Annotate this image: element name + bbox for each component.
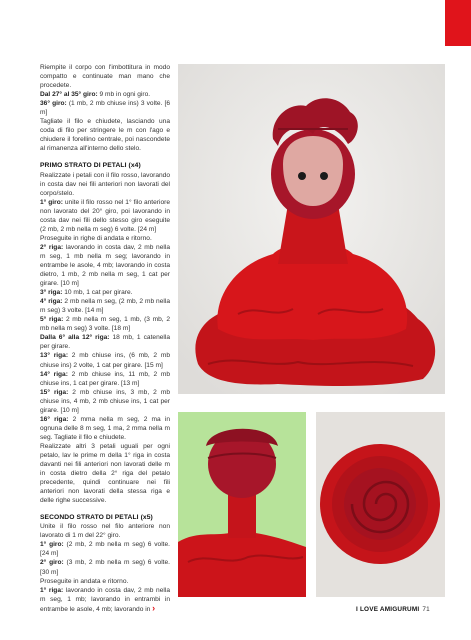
petals-1-rows-note: Proseguite in righe di andata e ritorno. xyxy=(40,234,152,242)
petals-1-row-14: 14° riga: 2 mb chiuse ins, 11 mb, 2 mb chiuse ins, 1 cat per girare. [13 m] xyxy=(40,370,170,387)
petals-2-rows-note: Proseguite in andata e ritorno. xyxy=(40,577,129,585)
page-footer xyxy=(356,606,430,613)
petals-1-row-3: 3° riga: 10 mb, 1 cat per girare. xyxy=(40,289,133,297)
stuffing-paragraph: Riempite il corpo con l'imbottitura in modo compatto e continuate man mano che procedete. xyxy=(40,64,170,90)
inner-spiral xyxy=(344,468,416,540)
skirt-side xyxy=(178,532,306,597)
petals-2-row-1: 1° riga: lavorando in costa dav, 2 mb nella m seg, 1 mb; lavorando in entrambi in entrambe le asole, 4 mb; lavorando in › xyxy=(40,586,170,613)
top-view-rose-photo xyxy=(316,412,445,597)
left-eye xyxy=(298,172,306,180)
petals-1-row-16: 16° riga: 2 mma nella m seg, 2 ma in ognuna delle 8 m seg, 1 ma, 2 mma nella m seg. Tagliate il filo e chiudete. xyxy=(40,415,170,441)
face xyxy=(283,136,343,206)
petals-2-round-1: 1° giro: (2 mb, 2 mb nella m seg) 6 volte. [24 m] xyxy=(40,541,170,558)
petals-layer-1-heading: PRIMO STRATO DI PETALI (x4) xyxy=(40,162,141,170)
round-27-35: Dal 27° al 35° giro: 9 mb in ogni giro. xyxy=(40,91,151,99)
continue-arrow-icon: › xyxy=(152,602,156,613)
petals-1-row-4: 4° riga: 2 mb nella m seg, (2 mb, 2 mb nella m seg) 3 volte. [14 m] xyxy=(40,298,170,315)
petals-1-row-13: 13° riga: 2 mb chiuse ins, (6 mb, 2 mb chiuse ins) 2 volte, 1 cat per girare. [15 m] xyxy=(40,352,170,369)
instructions-column xyxy=(40,63,170,614)
petals-1-row-5: 5° riga: 2 mb nella m seg, 1 mb, (3 mb, 2 mb nella m seg) 3 volte. [18 m] xyxy=(40,316,170,333)
petals-layer-2-intro: Unite il filo rosso nel filo anteriore non lavorato di 1 m del 22° giro. xyxy=(40,523,170,540)
side-doll-photo xyxy=(178,412,306,597)
petals-1-row-15: 15° riga: 2 mb chiuse ins, 3 mb, 2 mb chiuse ins, 4 mb, 2 mb chiuse ins, 1 cat per girare. [10 m] xyxy=(40,388,171,414)
main-doll-photo xyxy=(178,64,445,394)
petals-layer-2-heading: SECONDO STRATO DI PETALI (x5) xyxy=(40,514,153,522)
petals-1-row-2: 2° riga: lavorando in costa dav, 2 mb nella m seg, 1 mb nella m seg; lavorando in entrambe le asole, 4 mb; lavorando in costa dietro, 1 mb, 2 mb nella m seg, 1 cat per girare. [10 m] xyxy=(40,243,170,288)
petals-1-outro: Realizzate altri 3 petali uguali per ogni petalo, lav le prime m della 1° riga in costa davanti nei fili anteriori non lavorati delle m in costa dietro della 2° riga del petalo precedente, quindi continuare nei fili anteriori non lavorati della stessa riga e delle righe successive. xyxy=(40,442,170,505)
petals-layer-1-intro: Realizzate i petali con il filo rosso, lavorando in costa dav nei fili anteriori non lavorati del corpo/stelo. xyxy=(40,171,170,197)
magazine-name: I LOVE AMIGURUMI xyxy=(356,606,420,613)
petals-1-round-1: 1° giro: unite il filo rosso nel 1° filo anteriore non lavorato del 20° giro, poi lavorando in costa dav nei fili dello stesso giro eseguite (2 mb, 2 mb nella m seg) 6 volte. [24 m] xyxy=(40,198,170,233)
petals-1-rows-6-12: Dalla 6° alla 12° riga: 18 mb, 1 catenella per girare. xyxy=(40,334,170,351)
page-number: 71 xyxy=(422,606,430,613)
petals-2-round-2: 2° giro: (3 mb, 2 mb nella m seg) 6 volte. [30 m] xyxy=(40,559,170,576)
finish-paragraph: Tagliate il filo e chiudete, lasciando una coda di filo per stringere le m con l'ago e chiudere il forellino centrale, poi nascondete al rimanenza all'interno dello stelo. xyxy=(40,118,170,153)
round-36: 36° giro: (1 mb, 2 mb chiuse ins) 3 volte. [6 m] xyxy=(40,100,171,117)
right-eye xyxy=(320,172,328,180)
corner-accent-tab xyxy=(445,0,471,46)
